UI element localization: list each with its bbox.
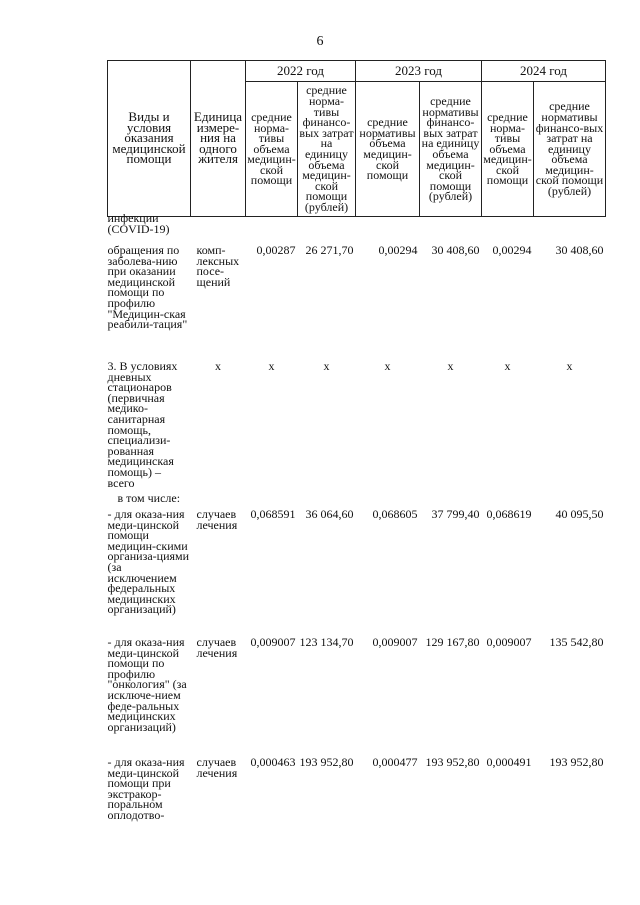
header-year-2024: 2024 год: [482, 61, 606, 82]
row-unit: случаев лечения: [196, 635, 238, 660]
row-2023-volume: [356, 217, 420, 244]
row-label: 3. В условиях дневных стационаров (первичная медико-санитарная помощь, специализи-рованная медицинская помощь) – всего: [107, 359, 178, 490]
table-row: [108, 243, 606, 359]
row-unit: [191, 491, 246, 507]
row-label: обращения по заболева-нию при оказании медицинской помощи по профилю "Медицин-ская реабили-тация": [107, 243, 188, 332]
row-2023-cost: 37 799,40: [431, 507, 480, 521]
row-2023-volume: 0,009007: [372, 635, 418, 649]
row-2023-cost: 129 167,80: [425, 635, 480, 649]
table-row: [108, 217, 606, 244]
row-2022-cost: 36 064,60: [305, 507, 354, 521]
header-kind: Виды и условия оказания медицинской помощи: [108, 61, 191, 217]
table-row: [108, 635, 606, 755]
header-2024-cost: средние нормативы финансо-вых затрат на единицу объема медицин-ской помощи (рублей): [534, 82, 606, 217]
row-2022-volume: х: [268, 359, 275, 373]
row-2024-volume: 0,00294: [492, 243, 532, 257]
row-unit: х: [215, 359, 221, 373]
row-2022-cost: 193 952,80: [299, 755, 354, 769]
header-year-2022: 2022 год: [246, 61, 356, 82]
row-2023-cost: [420, 217, 482, 244]
row-label-text: в том числе:: [117, 491, 181, 505]
row-2023-cost: [420, 491, 482, 507]
row-unit: случаев лечения: [196, 507, 238, 532]
row-label: [107, 211, 191, 244]
row-2023-volume: 0,000477: [372, 755, 418, 769]
medical-norms-table: [107, 60, 606, 857]
row-2022-cost: [298, 491, 356, 507]
header-2022-volume: средние норма-тивы объема медицин-ской помощи: [246, 82, 298, 217]
row-label: [108, 491, 191, 507]
row-2022-cost: х: [323, 359, 330, 373]
header-2022-cost: средние норма-тивы финансо-вых затрат на единицу объема медицин-ской помощи (рублей): [298, 82, 356, 217]
table-row: [108, 507, 606, 635]
header-2023-volume: средние нормативы объема медицин-ской помощи: [356, 82, 420, 217]
row-2023-cost: 30 408,60: [431, 243, 480, 257]
row-2023-volume: 0,00294: [378, 243, 418, 257]
row-2024-cost: х: [566, 359, 573, 373]
row-2024-volume: 0,000491: [486, 755, 532, 769]
row-2024-volume: [482, 217, 534, 244]
row-label: - для оказа-ния меди-цинской помощи по профилю "онкология" (за исключе-нием феде-ральных медицинских организаций): [107, 635, 187, 734]
row-2023-cost: х: [447, 359, 454, 373]
row-2023-cost: 193 952,80: [425, 755, 480, 769]
header-unit: Единица измере-ния на одного жителя: [191, 61, 246, 217]
row-2023-volume: [356, 491, 420, 507]
row-unit: случаев лечения: [196, 755, 238, 780]
header-year-2023: 2023 год: [356, 61, 482, 82]
row-2024-volume: 0,009007: [486, 635, 532, 649]
row-2024-volume: 0,068619: [486, 507, 532, 521]
header-2024-volume: средние норма-тивы объема медицин-ской помощи: [482, 82, 534, 217]
row-label: - для оказа-ния меди-цинской помощи медицин-скими организа-циями (за исключением федеральных медицинских организаций): [107, 507, 190, 617]
row-2024-cost: [534, 217, 606, 244]
page-number: 6: [316, 34, 324, 49]
row-2022-cost: 123 134,70: [299, 635, 354, 649]
row-2024-cost: 30 408,60: [555, 243, 604, 257]
row-2024-cost: [534, 491, 606, 507]
header-2023-cost: средние нормативы финансо-вых затрат на единицу объема медицин-ской помощи (рублей): [420, 82, 482, 217]
row-2022-volume: 0,000463: [250, 755, 296, 769]
row-2022-volume: [246, 491, 298, 507]
row-2022-volume: 0,068591: [250, 507, 296, 521]
table-row: [108, 491, 606, 507]
row-label-text: инфекции (COVID-19): [107, 211, 170, 236]
row-2024-cost: 40 095,50: [555, 507, 604, 521]
row-2024-volume: х: [504, 359, 511, 373]
row-2022-volume: 0,009007: [250, 635, 296, 649]
row-2024-volume: [482, 491, 534, 507]
row-unit: комп-лексных посе-щений: [196, 243, 240, 289]
row-2023-volume: 0,068605: [372, 507, 418, 521]
row-2022-cost: [298, 217, 356, 244]
row-label: - для оказа-ния меди-цинской помощи при экстракор-поральном оплодотво-: [107, 755, 185, 822]
row-2022-cost: 26 271,70: [305, 243, 354, 257]
row-unit: [191, 217, 246, 244]
row-2022-volume: 0,00287: [256, 243, 296, 257]
row-2024-cost: 193 952,80: [549, 755, 604, 769]
table-row: [108, 359, 606, 491]
row-2024-cost: 135 542,80: [549, 635, 604, 649]
row-2023-volume: х: [384, 359, 391, 373]
header-years-row: [108, 61, 606, 82]
table-row: [108, 755, 606, 857]
row-2022-volume: [246, 217, 298, 244]
